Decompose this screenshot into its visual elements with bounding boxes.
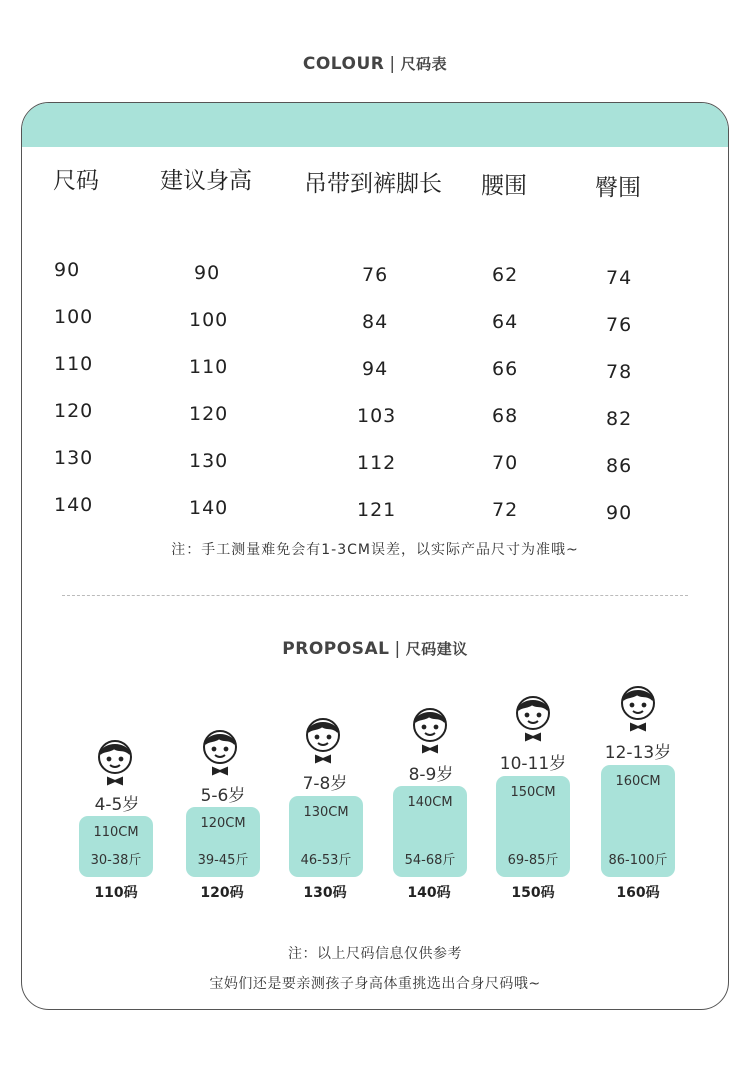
cell-height: 110: [189, 356, 229, 378]
weight-value: 69-85斤: [507, 853, 559, 868]
col-header-size: 尺码: [53, 168, 99, 194]
heading-en: PROPOSAL: [282, 639, 390, 659]
cell-length: 76: [362, 264, 389, 286]
reference-note: 注：以上尺码信息仅供参考: [288, 946, 462, 962]
heading-separator: |: [394, 639, 401, 659]
child-face-icon: [390, 704, 470, 754]
heading-en: COLOUR: [302, 54, 385, 74]
age-label: 5-6岁: [200, 786, 246, 806]
cell-size: 120: [54, 400, 94, 422]
size-code: 140码: [407, 885, 451, 901]
dashed-divider: [62, 595, 688, 596]
size-info-box: [289, 796, 363, 877]
age-label: 10-11岁: [499, 754, 567, 774]
heading-separator: |: [389, 54, 396, 74]
cell-hip: 82: [606, 408, 633, 430]
col-header-height: 建议身高: [160, 168, 252, 194]
cell-length: 112: [357, 452, 397, 474]
age-label: 4-5岁: [94, 795, 140, 815]
cell-hip: 74: [606, 267, 633, 289]
cell-waist: 66: [492, 358, 519, 380]
height-value: 140CM: [407, 795, 453, 810]
cell-waist: 70: [492, 452, 519, 474]
advice-note: 宝妈们还是要亲测孩子身高体重挑选出合身尺码哦~: [209, 976, 541, 992]
size-info-box: [601, 765, 675, 877]
height-value: 130CM: [303, 805, 349, 820]
height-value: 120CM: [200, 816, 246, 831]
age-label: 12-13岁: [604, 743, 672, 763]
size-info-box: [186, 807, 260, 877]
size-info-box: [496, 776, 570, 877]
size-code: 150码: [511, 885, 555, 901]
cell-hip: 78: [606, 361, 633, 383]
cell-length: 94: [362, 358, 389, 380]
col-header-waist: 腰围: [481, 173, 527, 199]
col-header-hip: 臀围: [595, 175, 641, 201]
cell-size: 110: [54, 353, 94, 375]
cell-length: 84: [362, 311, 389, 333]
heading-cn: 尺码建议: [405, 640, 468, 658]
size-info-box: [79, 816, 153, 877]
size-code: 130码: [303, 885, 347, 901]
cell-size: 100: [54, 306, 94, 328]
cell-waist: 64: [492, 311, 519, 333]
cell-waist: 62: [492, 264, 519, 286]
size-code: 120码: [200, 885, 244, 901]
cell-size: 130: [54, 447, 94, 469]
size-chart-heading: [0, 53, 750, 74]
size-info-box: [393, 786, 467, 877]
age-label: 8-9岁: [408, 765, 454, 785]
cell-waist: 68: [492, 405, 519, 427]
height-value: 160CM: [615, 774, 661, 789]
height-value: 150CM: [510, 785, 556, 800]
card-header-band: [22, 103, 728, 147]
age-label: 7-8岁: [302, 774, 348, 794]
cell-height: 100: [189, 309, 229, 331]
height-value: 110CM: [93, 825, 139, 840]
cell-length: 103: [357, 405, 397, 427]
heading-cn: 尺码表: [400, 55, 448, 73]
cell-hip: 86: [606, 455, 633, 477]
measurement-note: 注：手工测量难免会有1-3CM误差，以实际产品尺寸为准哦~: [171, 542, 579, 558]
weight-value: 46-53斤: [300, 853, 352, 868]
proposal-heading: [0, 638, 750, 659]
weight-value: 30-38斤: [90, 853, 142, 868]
child-face-icon: [283, 714, 363, 764]
child-face-icon: [598, 682, 678, 732]
size-code: 160码: [616, 885, 660, 901]
cell-height: 130: [189, 450, 229, 472]
cell-height: 140: [189, 497, 229, 519]
cell-height: 120: [189, 403, 229, 425]
weight-value: 39-45斤: [197, 853, 249, 868]
cell-size: 90: [54, 259, 81, 281]
cell-waist: 72: [492, 499, 519, 521]
cell-hip: 76: [606, 314, 633, 336]
weight-value: 86-100斤: [608, 853, 668, 868]
cell-hip: 90: [606, 502, 633, 524]
cell-height: 90: [194, 262, 221, 284]
child-face-icon: [180, 726, 260, 776]
cell-length: 121: [357, 499, 397, 521]
size-code: 110码: [94, 885, 138, 901]
child-face-icon: [493, 692, 573, 742]
child-face-icon: [75, 736, 155, 786]
weight-value: 54-68斤: [404, 853, 456, 868]
cell-size: 140: [54, 494, 94, 516]
col-header-length: 吊带到裤脚长: [304, 171, 442, 197]
